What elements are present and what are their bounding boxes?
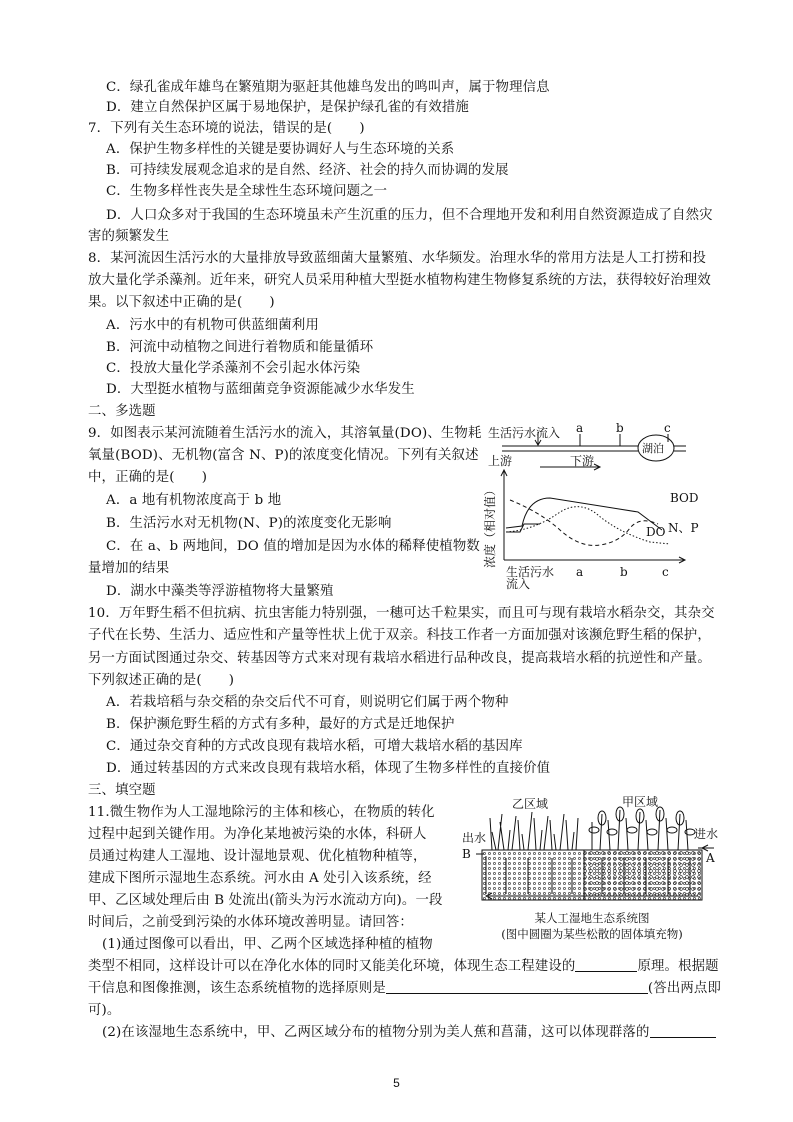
q9-option-c: C．在 a、b 两地间，DO 值的增加是因为水体的稀释使植物数 [106,539,480,554]
q8-option-a: A．污水中的有机物可供蓝细菌利用 [106,318,319,333]
q11-part2-text: (2)在该湿地生态系统中，甲、乙两区域分布的植物分别为美人蕉和菖蒲，这可以体现群落的 [102,1025,650,1040]
q9-label-lake: 湖泊 [642,442,664,455]
q6-option-d: D．建立自然保护区属于易地保护，是保护绿孔雀的有效措施 [106,100,469,115]
q9-stem-1: 9．如图表示某河流随着生活污水的流入，其溶氧量(DO)、生物耗 [88,426,482,441]
q11-blank-selection[interactable] [386,980,648,994]
q6-option-c: C．绿孔雀成年雄鸟在繁殖期为驱赶其他雄鸟发出的鸣叫声，属于物理信息 [106,80,550,95]
q10-stem-4: 下列叙述正确的是( ) [88,673,235,688]
section-fill-blank: 三、填空题 [88,783,156,798]
q8-stem-2: 放大量化学杀藻剂。近年来，研究人员采用种植大型挺水植物构建生物修复系统的方法，获得较好治理效 [88,273,711,288]
q9-option-d: D．湖水中藻类等浮游植物将大量繁殖 [106,584,334,599]
q10-option-c: C．通过杂交育种的方式改良现有栽培水稻，可增大栽培水稻的基因库 [106,739,523,754]
q9-option-b: B．生活污水对无机物(N、P)的浓度变化无影响 [106,516,392,531]
q11-part2 [102,1024,716,1042]
q9-label-bod: BOD [670,491,699,505]
q9-stem-3: 中，正确的是( ) [88,470,208,485]
q10-stem-3: 另一方面试图通过杂交、转基因等方式来对现有栽培水稻进行品种改良，提高栽培水稻的抗逆性和产量。 [88,651,711,666]
q9-label-x-origin2: 流入 [506,577,531,590]
q9-label-downstream: 下游 [570,454,595,468]
q7-option-c: C．生物多样性丧失是全球性生态环境问题之一 [106,184,388,199]
q8-option-c: C．投放大量化学杀藻剂不会引起水体污染 [106,361,361,376]
q8-stem-1: 8．某河流因生活污水的大量排放导致蓝细菌大量繁殖、水华频发。治理水华的常用方法是人工打捞和投 [88,251,706,266]
q9-label-x-c: c [662,565,669,579]
q11-stem-5: 甲、乙区域处理后由 B 处流出(箭头为污水流动方向)。一段 [88,893,443,908]
q11-label-zone-yi: 乙区域 [512,797,549,811]
q11-part1-3-tail: (答出两点即 [647,981,721,996]
q10-stem-1: 10．万年野生稻不但抗病、抗虫害能力特别强，一穗可达千粒果实，而且可与现有栽培水稻杂交，其杂交 [88,606,715,621]
q7-option-d-cont: 害的频繁发生 [88,229,170,244]
q10-option-b: B．保护濒危野生稻的方式有多种，最好的方式是迁地保护 [106,717,455,732]
q8-option-d: D．大型挺水植物与蓝细菌竞争资源能减少水华发生 [106,382,415,397]
q11-part1-1: (1)通过图像可以看出，甲、乙两个区域选择种植的植物 [102,937,433,952]
q11-part1-4: 可)。 [88,1003,121,1018]
q7-option-d: D．人口众多对于我国的生态环境虽未产生沉重的压力，但不合理地开发和利用自然资源造成了自然灾 [106,208,713,223]
q11-part1-3-text: 干信息和图像推测，该生态系统植物的选择原则是 [88,981,386,996]
q7-option-b: B．可持续发展观念追求的是自然、经济、社会的持久而协调的发展 [106,163,509,178]
q11-stem-4: 建成下图所示湿地生态系统。河水由 A 处引入该系统，经 [88,871,432,886]
q9-label-upstream: 上游 [488,454,513,468]
q11-stem-1: 11.微生物作为人工湿地除污的主体和核心，在物质的转化 [88,805,435,820]
q9-label-b: b [616,421,624,435]
q11-caption-note: (图中圆圈为某些松散的固体填充物) [501,927,683,941]
q7-stem: 7．下列有关生态环境的说法，错误的是( ) [88,121,365,136]
q11-label-a: A [706,851,715,865]
q11-label-b: B [462,847,471,861]
q9-label-a: a [576,421,584,435]
q11-part1-2-tail: 原理。根据题 [637,959,719,974]
q9-label-c: c [664,421,671,435]
q11-label-outlet: 出水 [462,831,487,845]
q9-option-a: A．a 地有机物浓度高于 b 地 [106,493,282,508]
q11-caption: 某人工湿地生态系统图 [534,911,650,925]
q8-stem-3: 果。以下叙述中正确的是( ) [88,295,275,310]
q10-stem-2: 子代在长势、生活力、适应性和产量等性状上优于双亲。科技工作者一方面加强对该濒危野生稻的保护， [88,628,711,643]
q11-blank-structure[interactable] [650,1024,716,1038]
page-number: 5 [393,1076,400,1090]
q10-option-d: D．通过转基因的方式来改良现有栽培水稻，体现了生物多样性的直接价值 [106,761,551,776]
q9-option-c-cont: 量增加的结果 [88,561,170,576]
q9-label-y: 浓度（相对值） [483,483,497,568]
q11-stem-6: 时间后，之前受到污染的水体环境改善明显。请回答： [88,915,413,930]
q11-stem-3: 员通过构建人工湿地、设计湿地景观、优化植物种植等， [88,849,427,864]
q11-stem-2: 过程中起到关键作用。为净化某地被污染的水体，科研人 [88,827,427,842]
q9-river-figure [480,420,702,590]
q9-label-source: 生活污水流入 [488,426,561,440]
q9-label-np: N、P [668,521,699,535]
q9-stem-2: 氧量(BOD)、无机物(富含 N、P)的浓度变化情况。下列有关叙述 [88,448,479,463]
q11-part1-3 [88,980,721,998]
q11-part1-2-text: 类型不相同，这样设计可以在净化水体的同时又能美化环境，体现生态工程建设的 [88,959,576,974]
q9-label-x-origin: 生活污水 [506,565,555,579]
q11-label-inlet: 进水 [694,827,719,841]
q11-wetland-figure [462,796,722,964]
q8-option-b: B．河流中动植物之间进行着物质和能量循环 [106,340,374,355]
q9-label-x-b: b [620,565,628,579]
q7-option-a: A．保护生物多样性的关键是要协调好人与生态环境的关系 [106,142,455,157]
q11-label-zone-jia: 甲区域 [622,796,659,809]
q9-label-x-a: a [576,565,584,579]
q10-option-a: A．若栽培稻与杂交稻的杂交后代不可育，则说明它们属于两个物种 [106,695,509,710]
section-multi-choice: 二、多选题 [88,404,156,419]
q9-label-do: DO [646,525,666,539]
